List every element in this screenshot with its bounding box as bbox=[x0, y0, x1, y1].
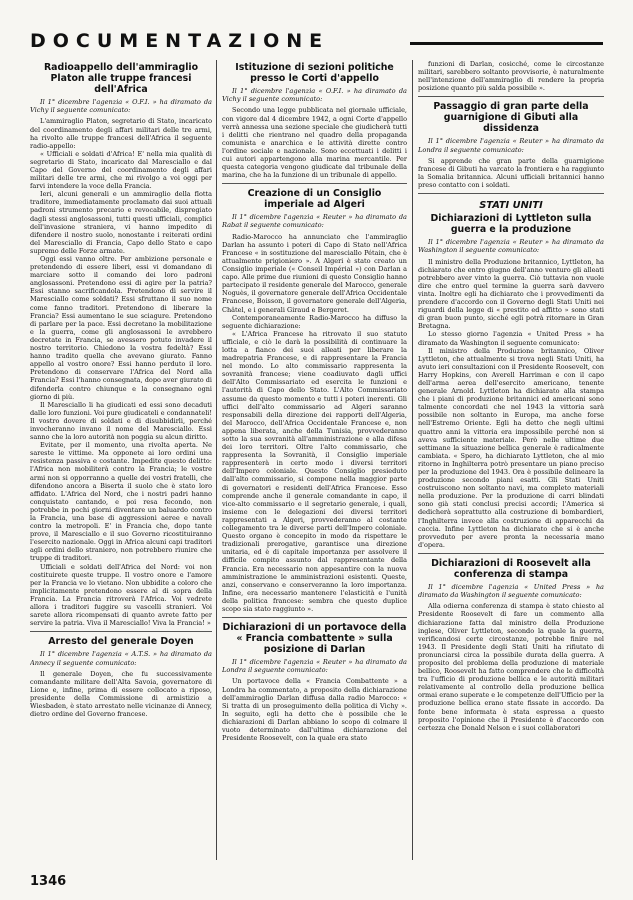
article-dateline: Il 1° dicembre l'agenzia « Reuter » ha diramato da Rabat il seguente comunicato: bbox=[222, 213, 407, 230]
article-paragraph: Ufficiali e soldati dell'Africa del Nord: voi non costituirete queste truppe. Il vostro onore e l'amore per la Francia ve lo vietano. Non ubbidite a coloro che implicitamente pretendono essere al di sopra della Francia. La Francia ritroverà l'Africa. Voi vedrete allora i traditori fuggire su vascelli stranieri. Voi sarete allora ricompensati di quanto avrete fatto per servire la patria. Viva il Maresciallo! Viva la Francia! » bbox=[30, 562, 212, 628]
article-paragraph: Ieri, alcuni generali e un ammiraglio della flotta traditore, immediatamente proclamato dai suoi attuali padroni strumento precario e revocabile, dispregiato dagli stessi anglosassoni, tutti questi ufficiali, complici dell'invasione straniera, vi hanno impedito di difendere il nostro suolo, nonostante i reiterati ordini del Maresciallo di Francia, Capo dello Stato e capo supremo delle Forze armate. bbox=[30, 190, 212, 255]
article-separator bbox=[418, 193, 604, 194]
page-number: 1346 bbox=[30, 874, 67, 889]
masthead-title: DOCUMENTAZIONE bbox=[30, 30, 330, 52]
article bbox=[418, 101, 604, 194]
article-paragraph: Secondo una legge pubblicata nel giornale ufficiale, con vigore dal 4 dicembre 1942, a ogni Corte d'appello verrà annessa una sezione speciale che giudicherà tutti i delitti che rientrano nel quadro della propaganda comunista e anarchica e le attività dirette contro l'ordine sociale e nazionale. Sono eccettuati i delitti i cui autori appartengono alla marina mercantile. Per questa categoria vengono giudicate dal tribunale della marina, che ha la funzione di un tribunale di appello. bbox=[222, 106, 407, 180]
article-paragraph: Il Maresciallo li ha giudicati ed essi sono decaduti dalle loro funzioni. Voi pure giudicateli e condannateli! Il vostro dovere di soldati e di disubbidirli, perché invocheranno invano il nome del Maresciallo. Essi sanno che la loro autorità non poggia su alcun diritto. bbox=[30, 400, 212, 442]
article-headline: Passaggio di gran parte della guarnigione di Gibuti alla dissidenza bbox=[433, 101, 589, 135]
article-dateline: Il 1° dicembre l'agenzia « Reuter » ha diramato da Washington il seguente comunicato: bbox=[418, 238, 604, 255]
article-paragraph: Un portavoce della « Francia Combattente » a Londra ha commentato, a proposito della dichiarazione dell'ammiraglio Darlan diffusa dalla radio Marocco: « Si tratta di un proseguimento della politica di Vichy ». In seguito, egli ha detto che è possibile che le dichiarazioni di Darlan abbiano lo scopo di colmare il vuoto determinato dall'ultima dichiarazione del Presidente Roosevelt, con la quale era stato bbox=[222, 677, 407, 743]
article bbox=[30, 636, 212, 718]
article-headline: Radioappello dell'ammiraglio Platon alle truppe francesi dell'Africa bbox=[43, 62, 199, 95]
article bbox=[418, 200, 604, 554]
article-headline: Istituzione di sezioni politiche presso le Corti d'appello bbox=[235, 62, 394, 84]
article-paragraph: Radio-Marocco ha annunciato che l'ammiraglio Darlan ha assunto i poteri di Capo di Stato nell'Africa Francese « in sostituzione del maresciallo Pétain, che è attualmente prigioniero ». A Algeri è stato creato un Consiglio imperiale (« Conseil Impérial ») con Darlan a capo. Alle prime due riunioni di questo Consiglio hanno partecipato il residente generale del Marocco, generale Noguès, il governatore generale dell'Africa Occidentale Francese, Boisson, il governatore generale dell'Algeria, Châtel, e i generali Giraud e Bergeret. bbox=[222, 232, 407, 314]
article-dateline: Il 1° dicembre l'agenzia « United Press » ha diramato da Washington il seguente comunicato: bbox=[418, 582, 604, 600]
article-dateline: Il 1° dicembre l'agenzia « Reuter » ha diramato da Londra il seguente comunicato: bbox=[418, 137, 604, 154]
article-separator bbox=[222, 183, 407, 184]
article-paragraph: Il generale Doyen, che fu successivamente comandante militare dell'Alta Savoia, governatore di Lione e, infine, prima di essere collocato a riposo, presidente della Commissione di armistizio a Wiesbaden, è stato arrestato nelle vicinanze di Annecy, dietro ordine del Governo francese. bbox=[30, 669, 212, 719]
article bbox=[222, 622, 407, 742]
article-dateline: Il 1° dicembre l'agenzia « Reuter » ha diramato da Londra il seguente comunicato: bbox=[222, 658, 407, 675]
article-separator bbox=[222, 617, 407, 618]
article bbox=[222, 62, 407, 184]
article-paragraph: « Ufficiali e soldati d'Africa! E' nella mia qualità di segretario di Stato, incaricato dal Maresciallo e dal Capo del Governo del coordinamento degli affari militari delle tre armi, che mi rivolgo a voi oggi per farvi intendere la voce della Francia. bbox=[30, 149, 212, 191]
article-paragraph: Lo stesso giorno l'agenzia « United Press » ha diramato da Washington il seguente comunicato: bbox=[418, 330, 604, 347]
article-headline: Dichiarazioni di Roosevelt alla conferenza di stampa bbox=[431, 557, 591, 580]
article-paragraph: Il ministro della Produzione britannico, Oliver Lyttleton, che attualmente si trova negli Stati Uniti, ha avuto ieri consultazioni con il Presidente Roosevelt, con Harry Hopkins, con Averell Harriman e con il capo dell'arma aerea dell'esercito americano, tenente generale Arnold. Lyttleton ha dichiarato alla stampa che i piani di produzione britannici ed americani sono talmente concordati che nel 1943 la vittoria sarà possibile non soltanto in Europa, ma anche forse nell'Estremo Oriente. Egli ha detto che negli ultimi quattro anni la vittoria era impossibile perché non si aveva sufficiente materiale. Però nelle ultime due settimane la situazione bellica generale è radicalmente cambiata. « Spero, ha dichiarato Lyttleton, che al mio ritorno in Inghilterra potrò presentare un piano preciso per la produzione del 1943. Ora è possibile delineare la produzione secondo piani esatti. Gli Stati Uniti costruiscono non soltanto navi, ma completo materiali nella produzione. Per la produzione di carri blindati sono già stati conclusi precisi accordi; l'America si dedicherà soprattutto alla costruzione di bombardieri, l'Inghilterra invece alla costruzione di apparecchi da caccia. Infine Lyttleton ha dichiarato che si è anche provveduto per avere pronta la necessaria mano d'opera. bbox=[418, 346, 604, 549]
article-dateline: Il 1° dicembre l'agenzia « O.F.I. » ha diramato da Vichy il seguente comunicato: bbox=[222, 87, 407, 104]
article bbox=[222, 188, 407, 618]
article-paragraph: « L'Africa Francese ha ritrovato il suo statuto ufficiale, e ciò le darà la possibilità di continuare la lotta a fianco dei suoi alleati per liberare la madrepatria Francese, e di rappresentare la Francia nel mondo. Lo alto commissario rappresenta la sovranità francese; viene coadiuvato dagli uffici dell'Alto Commissariato ed esercita le funzioni e l'autorità di Capo dello Stato. L'Alto Commissariato assume da questo momento e tutti i poteri inerenti. Gli uffici dell'alto commissario ad Algeri saranno responsabili della direzione dei rapporti dell'Algeria, del Marocco, dell'Africa Occidentale Francese e, non appena liberata, anche della Tunisia, provvederanno sotto la sua sovranità all'amministrazione e alla difesa dei loro territori. Oltre l'alto commissario, che rappresenta la Sovranità, il Consiglio imperiale rappresenterà in certo modo i diversi territori dell'Impero coloniale. Questo Consiglio presieduto dall'alto commissario, si compone nella maggior parte di governatori e residenti dell'Africa Francese. Esso comprende anche il generale comandante in capo, il vice-alto commissario e il segretario generale, i quali, insieme con le delegazioni dei diversi territori rappresentati a Algeri, provvederanno al costante collegamento tra le diverse parti dell'Impero coloniale. Questo organo è concepito in modo da rispettare le tradizionali prerogative, garantisce una direzione unitaria, ed è di capitale importanza per assolvere il difficile compito assunto dal rappresentante della Francia. Era necessario non appesantire con la nuova amministrazione le amministrazioni esistenti. Queste, anzi, conservano e conserveranno la loro importanza. Infine, era necessario mantenere l'elasticità e l'unità della politica francese: sembra che questo duplice scopo sia stato raggiunto ». bbox=[222, 329, 407, 613]
article-headline: Arresto del generale Doyen bbox=[48, 636, 194, 648]
article-headline: Dichiarazioni di un portavoce della « Francia combattente » sulla posizione di Darlan bbox=[222, 622, 407, 656]
article-headline: Dichiarazioni di Lyttleton sulla guerra e la produzione bbox=[430, 213, 592, 236]
masthead bbox=[30, 30, 603, 52]
article-dateline: Il 1° dicembre l'agenzia « O.F.I. » ha diramato da Vichy il seguente comunicato: bbox=[30, 98, 212, 115]
article-paragraph: Si apprende che gran parte della guarnigione francese di Gibuti ha varcato la frontiera e ha raggiunto la Somalia britannica. Alcuni ufficiali britannici hanno preso contatto con i soldati. bbox=[418, 156, 604, 190]
article-separator bbox=[30, 631, 212, 632]
article-paragraph: funzioni di Darlan, cosicché, come le circostanze militari, sarebbero soltanto provvisorie, è naturalmente nell'intenzione dell'ammiraglio di rendere la propria posizione quanto più salda possibile ». bbox=[418, 60, 604, 93]
column-3 bbox=[418, 60, 604, 876]
article-paragraph: Evitate, per il momento, una rivolta aperta. Ne sareste le vittime. Ma opponete ai loro ordini una resistenza passiva e costante. Impedite questo delitto: l'Africa non mobiliterà contro la Francia; le vostre armi non si opporranno a quelle dei vostri fratelli, che difendono ancora a Biserta il suolo che è stato loro affidato. L'Africa del Nord, che i nostri padri hanno conquistato cantando, e poi resa fecondo, non potrebbe in pochi giorni diventare un baluardo contro la Francia, una base di aggressioni aeree e navali contro la metropoli. E' in Francia che, dopo tante prove, il Maresciallo e il suo Governo ricostituiranno l'esercito nazionale. Oggi in Africa alcuni capi traditori agli ordini dello straniero, non potrebbero riunire che truppe di traditori. bbox=[30, 441, 212, 563]
article bbox=[418, 60, 604, 97]
article-separator bbox=[418, 553, 604, 554]
article-separator bbox=[418, 96, 604, 97]
article-paragraph: Contemporaneamente Radio-Marocco ha diffuso la seguente dichiarazione: bbox=[222, 313, 407, 330]
masthead-rule bbox=[410, 42, 603, 45]
section-heading: STATI UNITI bbox=[479, 200, 543, 212]
article-paragraph: Oggi essi vanno oltre. Per ambizione personale e pretendendo di essere liberi, essi vi domandano di marciare sotto il comando dei loro padroni anglosassoni. Pretendono essi di agire per la patria? Essi stanno sacrificandola. Pretendono di servire il Maresciallo come soldati? Essi sfruttano il suo nome come fanno traditori. Pretendono di liberare la Francia? Essi aumentano le sue sciagure. Pretendono di parlare per la pace. Essi decretano la mobilitazione e la guerra, come gli anglosassoni le avrebbero decretate in Francia, se avessero potuto invadere il nostro territorio. Chiedono la vostra fedeltà? Essi hanno tradito quella che avevano giurato. Fanno appello al vostro onore? Essi hanno perduto il loro. Pretendono di conservare l'Africa del Nord alla Francia? Essi l'hanno consegnata, dopo aver giurato di difenderla contro chiunque e la consegnano ogni giorno di più. bbox=[30, 255, 212, 401]
column-divider bbox=[412, 60, 413, 860]
article-headline: Creazione di un Consiglio imperiale ad Algeri bbox=[247, 188, 382, 211]
article bbox=[418, 558, 604, 732]
article-paragraph: Alla odierna conferenza di stampa è stato chiesto al Presidente Roosevelt di fare un commento alla dichiarazione fatta dal ministro della Produzione inglese, Oliver Lyttleton, secondo la quale la guerra, verificandosi certe circostanze, potrebbe finire nel 1943. Il Presidente degli Stati Uniti ha rifiutato di pronunciarsi circa la possibile durata della guerra. A proposito del problema della produzione di materiale bellico, Roosevelt ha fatto comprendere che le difficoltà tra l'ufficio di produzione bellica e le autorità militari relativamente al controllo della produzione bellica ormai erano superate e le competenze dell'Ufficio per la produzione bellica erano state fissate in accordo. Da fonte bene informata è stata espressa a questo proposito l'opinione che il Presidente è d'accordo con certezza che Donald Nelson e i suoi collaboratori bbox=[418, 602, 604, 732]
column-2 bbox=[222, 60, 407, 876]
article-paragraph: L'ammiraglio Platon, segretario di Stato, incaricato del coordinamento degli affari militari delle tre armi, ha rivolto alle truppe francesi dell'Africa il seguente radio-appello: bbox=[30, 117, 212, 150]
column-divider bbox=[216, 60, 217, 860]
article bbox=[30, 62, 212, 632]
article-dateline: Il 1° dicembre l'agenzia « A.T.S. » ha diramato da Annecy il seguente comunicato: bbox=[30, 650, 212, 667]
article-paragraph: Il ministro della Produzione britannico, Lyttleton, ha dichiarato che entro giugno dell'anno venturo gli alleati potrebbero aver vinto la guerra. Ciò tuttavia non vuole dire che entro quel termine la guerra sarà davvero vinta. Inoltre egli ha dichiarato che i provvedimenti da prendere d'accordo con il Governo degli Stati Uniti nei riguardi della legge di « prestito ed affitto » sono stati di gran buon punto, sicché egli potrà ritornare in Gran Bretagna. bbox=[418, 257, 604, 331]
column-1 bbox=[30, 60, 212, 876]
